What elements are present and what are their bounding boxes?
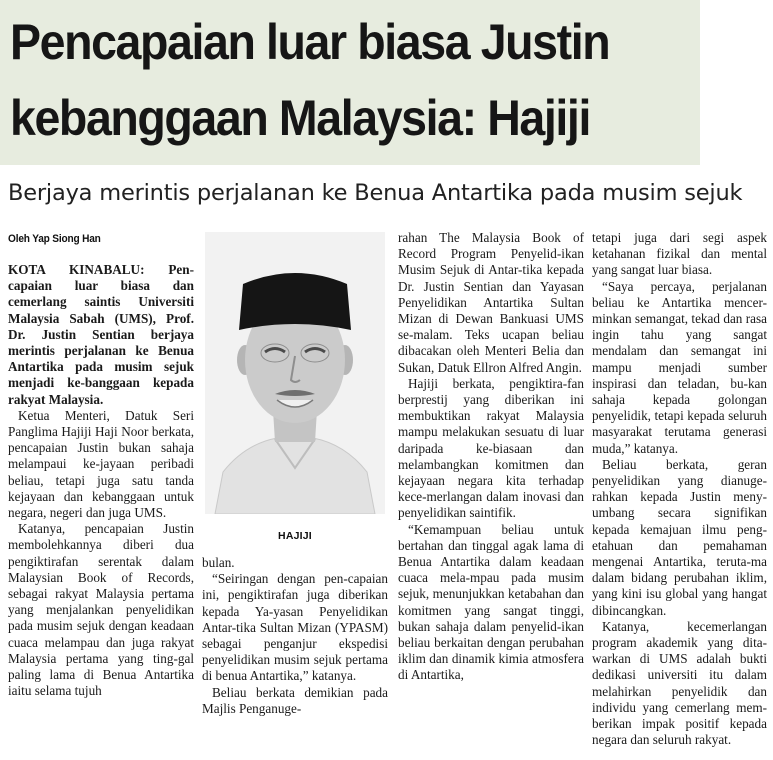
- body-paragraph: “Kemampuan beliau untuk bertahan dan tinggal agak lama di Benua Antartika dalam keadaan cuaca mela-mpau pada musim sejuk, menunjukkan ketabahan dan komitmen yang sangat tinggi, bukan sahaja dalam penyelid-ikan beliau berkaitan dengan perubahan iklim dan dinamik kimia atmosfera di Antartika,: [398, 521, 584, 683]
- photo-caption: HAJIJI: [278, 530, 312, 542]
- byline: Oleh Yap Siong Han: [8, 233, 101, 245]
- body-paragraph: Beliau berkata, geran penyelidikan yang dianuge-rahkan kepada Justin meny-umbang secara signifikan kepada kemajuan ilmu peng-etahuan dan pemahaman mengenai Antartika, teruta-ma dalam bidang perubahan iklim, yang kini isu global yang hangat dibincangkan.: [592, 456, 767, 618]
- body-paragraph: rahan The Malaysia Book of Record Program Penyelid-ikan Musim Sejuk di Antar-tika kepada Dr. Justin Sentian dan Yayasan Penyelidikan Antartika Sultan Mizan di Dewan Bankuasi UMS se-malam. Teks ucapan beliau dibacakan oleh Menteri Belia dan Sukan, Datuk Ellron Alfred Angin.: [398, 230, 584, 375]
- article-column-3: [398, 230, 584, 684]
- subheadline: Berjaya merintis perjalanan ke Benua Antartika pada musim sejuk: [8, 180, 743, 206]
- body-paragraph: Katanya, pencapaian Justin membolehkannya diberi dua pengiktirafan serentak dalam Malaysian Book of Records, sebagai rakyat Malaysia pertama yang menjalankan penyelidikan pada musim sejuk dengan keadaan cuaca melampau dan juga rakyat Malaysia pertama yang ting-gal paling lama di Benua Antartika iaitu selama tujuh: [8, 521, 194, 699]
- headline-line-1: Pencapaian luar biasa Justin: [10, 14, 610, 70]
- article-column-2: [202, 555, 388, 717]
- body-paragraph: tetapi juga dari segi aspek ketahanan fizikal dan mental yang sangat luar biasa.: [592, 230, 767, 278]
- article-column-4: [592, 230, 767, 749]
- body-paragraph: “Seiringan dengan pen-capaian ini, pengiktirafan juga diberikan kepada Ya-yasan Penyelidikan Antar-tika Sultan Mizan (YPASM) sebagai penganjur ekspedisi penyelidikan musim sejuk pertama di benua Antartika,” katanya.: [202, 571, 388, 684]
- body-paragraph: Beliau berkata demikian pada Majlis Penganuge-: [202, 684, 388, 716]
- body-paragraph: Ketua Menteri, Datuk Seri Panglima Hajiji Haji Noor berkata, pencapaian Justin bukan sahaja melampaui ke-jayaan peribadi beliau, tetapi juga satu tanda kejayaan dan kebanggaan untuk negara, negeri dan juga UMS.: [8, 407, 194, 521]
- body-paragraph: Hajiji berkata, pengiktira-fan berprestij yang diberikan ini membuktikan rakyat Malaysia mampu melakukan sesuatu di luar daripada ke-biasaan dan melambangkan komitmen dan kejayaan negara kita terhadap kece-merlangan dalam inovasi dan penyelidikan saintifik.: [398, 375, 584, 521]
- body-paragraph: Katanya, kecemerlangan program akademik yang dita-warkan di UMS adalah bukti dedikasi universiti itu dalam melahirkan penyelidik dan individu yang cemerlang mem-berikan impak positif kepada negara dan seluruh rakyat.: [592, 618, 767, 748]
- lead-paragraph: KOTA KINABALU: Pen-capaian luar biasa dan cemerlang saintis Universiti Malaysia Sabah (UMS), Prof. Dr. Justin Sentian berjaya merintis perjalanan ke Benua Antartika pada musim sejuk menjadi ke-banggaan kepada rakyat Malaysia.: [8, 262, 194, 407]
- body-paragraph: “Saya percaya, perjalanan beliau ke Antartika mencer-minkan semangat, tekad dan rasa ingin tahu yang sangat mendalam dan semangat ini mampu menjadi sumber inspirasi dan teladan, bu-kan sahaja kepada golongan penyelidik, tetapi kepada seluruh masyarakat terutama generasi muda,” katanya.: [592, 278, 767, 456]
- headline-line-2: kebanggaan Malaysia: Hajiji: [10, 90, 590, 146]
- headline: [10, 4, 652, 156]
- body-paragraph: bulan.: [202, 555, 235, 570]
- portrait-photo: [205, 232, 385, 514]
- article-column-1: [8, 262, 194, 699]
